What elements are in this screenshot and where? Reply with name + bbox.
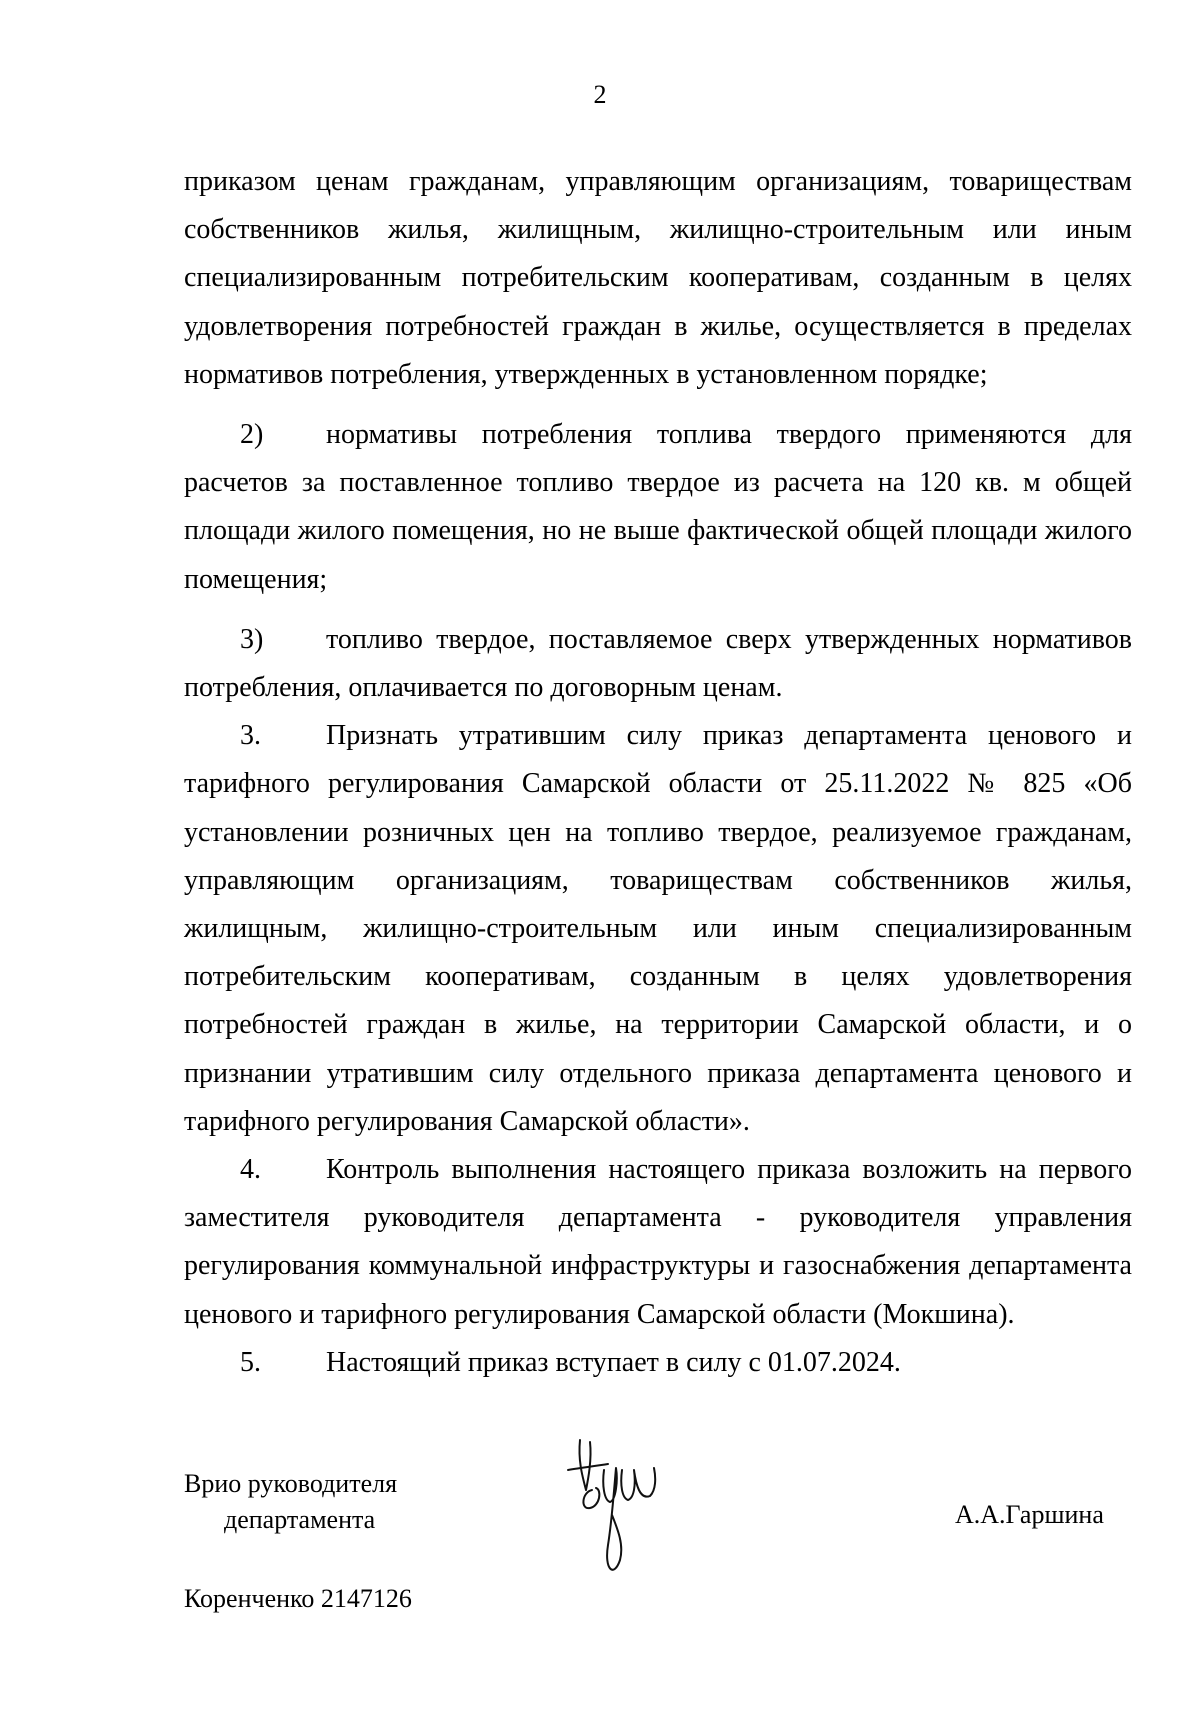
executor-info: Коренченко 2147126 — [184, 1584, 412, 1613]
document-body — [184, 158, 1132, 1387]
paragraph-point-4 — [184, 1146, 1132, 1339]
paragraph-point-5 — [184, 1339, 1132, 1387]
paragraph-item-2 — [184, 411, 1132, 604]
paragraph-number: 4. — [240, 1154, 261, 1186]
paragraph-continuation — [184, 158, 1132, 399]
paragraph-text: Признать утратившим силу приказ департамента ценового и тарифного регулирования Самарской области от 25.11.2022 № 825 «Об установлении розничных цен на топливо твердое, реализуемое гражданам, управляющим организациям, товариществам собственников жилья, жилищным, жилищно-строительным или иным специализированным потребительским кооперативам, созданным в целях удовлетворения потребностей граждан в жилье, на территории Самарской области, и о признании утратившим силу отдельного приказа департамента ценового и тарифного регулирования Самарской области». — [184, 720, 1132, 1137]
paragraph-point-3 — [184, 712, 1132, 1146]
paragraph-number: 3) — [240, 623, 264, 655]
paragraph-number: 2) — [240, 419, 264, 451]
signer-name: А.А.Гаршина — [955, 1500, 1104, 1529]
paragraph-number: 5. — [240, 1346, 261, 1378]
paragraph-text: приказом ценам гражданам, управляющим организациям, товариществам собственников жилья, жилищным, жилищно-строительным или иным специализированным потребительским кооперативам, созданным в целях удовлетворения потребностей граждан в жилье, осуществляется в пределах нормативов потребления, утвержденных в установленном порядке; — [184, 166, 1132, 390]
paragraph-text: нормативы потребления топлива твердого применяются для расчетов за поставленное топливо твердое из расчета на 120 кв. м общей площади жилого помещения, но не выше фактической общей площади жилого помещения; — [184, 419, 1132, 595]
paragraph-text: топливо твердое, поставляемое сверх утвержденных нормативов потребления, оплачивается по договорным ценам. — [184, 623, 1132, 704]
paragraph-text: Контроль выполнения настоящего приказа возложить на первого заместителя руководителя департамента - руководителя управления регулирования коммунальной инфраструктуры и газоснабжения департамента ценового и тарифного регулирования Самарской области (Мокшина). — [184, 1154, 1132, 1330]
handwritten-signature — [560, 1430, 670, 1580]
page-number: 2 — [593, 80, 607, 109]
signatory-position — [184, 1466, 397, 1538]
paragraph-item-3 — [184, 616, 1132, 712]
paragraph-number: 3. — [240, 720, 261, 752]
position-line-2: департамента — [224, 1505, 376, 1534]
position-line-1: Врио руководителя — [184, 1469, 398, 1498]
paragraph-text: Настоящий приказ вступает в силу с 01.07.2024. — [326, 1346, 901, 1378]
